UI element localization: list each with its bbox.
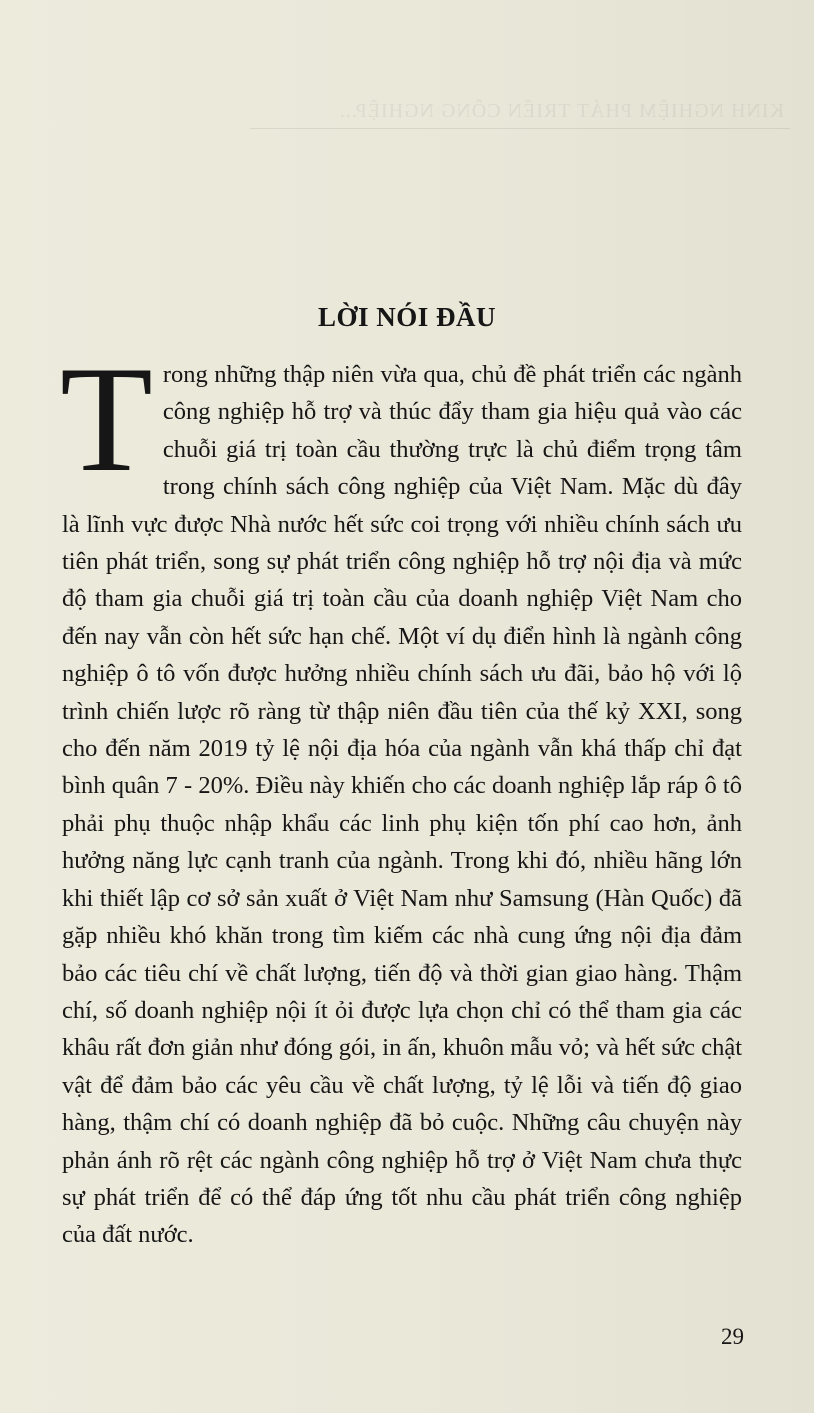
bleed-through-running-header: KINH NGHIỆM PHÁT TRIỂN CÔNG NGHIỆP... — [338, 100, 784, 122]
page-title: LỜI NÓI ĐẦU — [317, 302, 497, 332]
page-number: 29 — [721, 1324, 744, 1349]
paragraph-text: rong những thập niên vừa qua, chủ đề phát triển các ngành công nghiệp hỗ trợ và thúc đẩy tham gia hiệu quả vào các chuỗi giá trị toàn cầu thường trực là chủ điểm trọng tâm trong chính sách công nghiệp của Việt Nam. Mặc dù đây là lĩnh vực được Nhà nước hết sức coi trọng với nhiều chính sách ưu tiên phát triển, song sự phát triển công nghiệp hỗ trợ nội địa và mức độ tham gia chuỗi giá trị toàn cầu của doanh nghiệp Việt Nam cho đến nay vẫn còn hết sức hạn chế. Một ví dụ điển hình là ngành công nghiệp ô tô vốn được hưởng nhiều chính sách ưu đãi, bảo hộ với lộ trình chiến lược rõ ràng từ thập niên đầu tiên của thế kỷ XXI, song cho đến năm 2019 tỷ lệ nội địa hóa của ngành vẫn khá thấp chỉ đạt bình quân 7 - 20%. Điều này khiến cho các doanh nghiệp lắp ráp ô tô phải phụ thuộc nhập khẩu các linh phụ kiện tốn phí cao hơn, ảnh hưởng năng lực cạnh tranh của ngành. Trong khi đó, nhiều hãng lớn khi thiết lập cơ sở sản xuất ở Việt Nam như Samsung (Hàn Quốc) đã gặp nhiều khó khăn trong tìm kiếm các nhà cung ứng nội địa đảm bảo các tiêu chí về chất lượng, tiến độ và thời gian giao hàng. Thậm chí, số doanh nghiệp nội ít ỏi được lựa chọn chỉ có thể tham gia các khâu rất đơn giản như đóng gói, in ấn, khuôn mẫu vỏ; và hết sức chật vật để đảm bảo các yêu cầu về chất lượng, tỷ lệ lỗi và tiến độ giao hàng, thậm chí có doanh nghiệp đã bỏ cuộc. Những câu chuyện này phản ánh rõ rệt các ngành công nghiệp hỗ trợ ở Việt Nam chưa thực sự phát triển để có thể đáp ứng tốt nhu cầu phát triển công nghiệp của đất nước. — [62, 361, 742, 1249]
bleed-through-rule — [250, 128, 790, 129]
drop-cap: T — [60, 335, 153, 503]
body-paragraph — [60, 335, 742, 1254]
